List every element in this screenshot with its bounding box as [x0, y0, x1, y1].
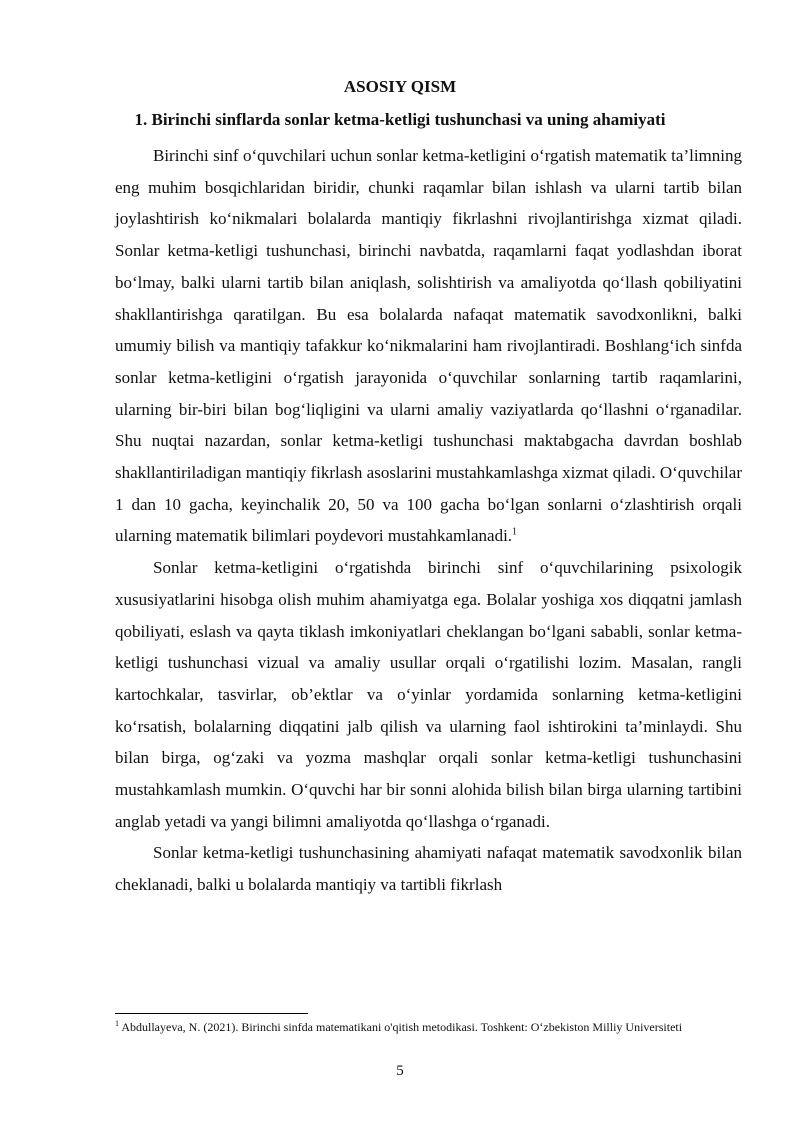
footnote-reference[interactable]: 1 [512, 526, 518, 538]
footnote-publisher: Toshkent: O‘zbekiston Milliy Universiteti [480, 1020, 683, 1034]
footnote-separator-text: . [474, 1020, 481, 1034]
footnote-separator [115, 1013, 308, 1014]
paragraph-2: Sonlar ketma-ketligini o‘rgatishda birinchi sinf o‘quvchilarining psixologik xususiyatlarini hisobga olish muhim ahamiyatga ega. Bolalar yoshiga xos diqqatni jamlash qobiliyati, eslash va qayta tiklash imkoniyatlari cheklangan bo‘lgani sababli, sonlar ketma-ketligi tushunchasi vizual va amaliy usullar orqali o‘rgatilishi lozim. Masalan, rangli kartochkalar, tasvirlar, ob’ektlar va o‘yinlar yordamida sonlarning ketma-ketligini ko‘rsatish, bolalarning diqqatini jalb qilish va ularning faol ishtirokini ta’minlaydi. Shu bilan birga, og‘zaki va yozma mashqlar orqali sonlar ketma-ketligi tushunchasini mustahkamlash mumkin. O‘quvchi har bir sonni alohida bilish bilan birga ularning tartibini anglab yetadi va yangi bilimni amaliyotda qo‘llashga o‘rganadi. [115, 558, 742, 831]
paragraph-3: Sonlar ketma-ketligi tushunchasining ahamiyati nafaqat matematik savodxonlik bilan cheklanadi, balki u bolalarda mantiqiy va tartibli fikrlash [115, 843, 742, 895]
footnote-author-year: Abdullayeva, N. (2021). [121, 1020, 242, 1034]
section-heading: 1. Birinchi sinflarda sonlar ketma-ketligi tushunchasi va uning ahamiyati [134, 110, 666, 129]
body-text [115, 140, 742, 901]
page-number: 5 [396, 1063, 404, 1079]
footnote-title: Birinchi sinfda matematikani o'qitish metodikasi [241, 1020, 475, 1034]
paragraph-1 [115, 140, 742, 552]
footnote [115, 1019, 715, 1036]
paragraph-1-text: Birinchi sinf o‘quvchilari uchun sonlar ketma-ketligini o‘rgatish matematik ta’limning eng muhim bosqichlaridan biridir, chunki raqamlar bilan ishlash va ularni tartib bilan joylashtirish ko‘nikmalari bolalarda mantiqiy fikrlashni rivojlantirishga xizmat qiladi. Sonlar ketma-ketligi tushunchasi, birinchi navbatda, raqamlarni faqat yodlashdan iborat bo‘lmay, balki ularni tartib bilan aniqlash, solishtirish va amaliyotda qo‘llash qobiliyatini shakllantirishga qaratilgan. Bu esa bolalarda nafaqat matematik savodxonlikni, balki umumiy bilish va mantiqiy tafakkur ko‘nikmalarini ham rivojlantiradi. Boshlang‘ich sinfda sonlar ketma-ketligini o‘rgatish jarayonida o‘quvchilar sonlarning tartib raqamlarini, ularning bir-biri bilan bog‘liqligini va ularni amaliy vaziyatlarda qo‘llashni o‘rganadilar. Shu nuqtai nazardan, sonlar ketma-ketligi tushunchasi maktabgacha davrdan boshlab shakllantiriladigan mantiqiy fikrlash asoslarini mustahkamlashga xizmat qiladi. O‘quvchilar 1 dan 10 gacha, keyinchalik 20, 50 va 100 gacha bo‘lgan sonlarni o‘zlashtirish orqali ularning matematik bilimlari poydevori mustahkamlanadi. [115, 146, 742, 546]
main-heading: ASOSIY QISM [343, 77, 457, 96]
footnote-marker: 1 [115, 1019, 119, 1028]
